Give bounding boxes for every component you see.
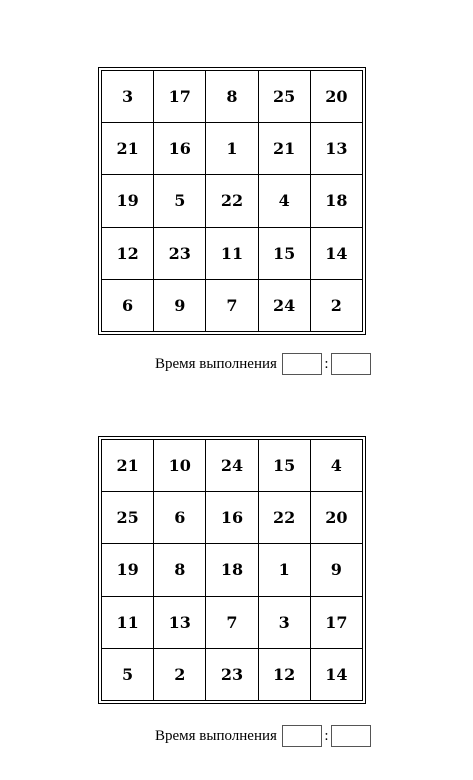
grid-cell: 14 (310, 227, 362, 279)
grid-cell: 22 (258, 492, 310, 544)
grid-cell: 24 (258, 279, 310, 331)
grid-cell: 19 (102, 544, 154, 596)
grid-row (102, 492, 363, 544)
grid-cell: 10 (154, 440, 206, 492)
grid-cell: 2 (154, 648, 206, 700)
grid-cell: 5 (154, 175, 206, 227)
grid-cell: 3 (102, 71, 154, 123)
schulte-table-2 (98, 436, 366, 704)
grid-cell: 2 (310, 279, 362, 331)
completion-time-label: Время выполнения (155, 727, 277, 744)
grid-row (102, 123, 363, 175)
grid-cell: 17 (310, 596, 362, 648)
grid-cell: 11 (206, 227, 258, 279)
grid-cell: 1 (258, 544, 310, 596)
number-grid (101, 439, 363, 701)
grid-cell: 7 (206, 596, 258, 648)
grid-cell: 1 (206, 123, 258, 175)
grid-cell: 8 (206, 71, 258, 123)
grid-cell: 25 (102, 492, 154, 544)
grid-cell: 12 (102, 227, 154, 279)
grid-cell: 5 (102, 648, 154, 700)
grid-cell: 7 (206, 279, 258, 331)
grid-row (102, 596, 363, 648)
grid-cell: 21 (102, 123, 154, 175)
grid-cell: 16 (206, 492, 258, 544)
grid-cell: 3 (258, 596, 310, 648)
grid-cell: 9 (154, 279, 206, 331)
grid-row (102, 227, 363, 279)
grid-cell: 18 (206, 544, 258, 596)
grid-cell: 22 (206, 175, 258, 227)
grid-cell: 19 (102, 175, 154, 227)
grid-cell: 23 (154, 227, 206, 279)
grid-cell: 13 (310, 123, 362, 175)
completion-time-row (155, 724, 371, 748)
number-grid (101, 70, 363, 332)
seconds-field[interactable] (331, 353, 371, 375)
completion-time-label: Время выполнения (155, 355, 277, 372)
grid-row (102, 440, 363, 492)
grid-cell: 4 (310, 440, 362, 492)
grid-cell: 12 (258, 648, 310, 700)
grid-row (102, 175, 363, 227)
grid-cell: 11 (102, 596, 154, 648)
grid-cell: 24 (206, 440, 258, 492)
grid-cell: 16 (154, 123, 206, 175)
time-separator: : (324, 727, 329, 744)
grid-cell: 21 (258, 123, 310, 175)
grid-cell: 20 (310, 71, 362, 123)
grid-cell: 13 (154, 596, 206, 648)
grid-cell: 9 (310, 544, 362, 596)
grid-row (102, 544, 363, 596)
minutes-field[interactable] (282, 725, 322, 747)
grid-cell: 25 (258, 71, 310, 123)
grid-cell: 20 (310, 492, 362, 544)
schulte-table-1 (98, 67, 366, 335)
grid-cell: 21 (102, 440, 154, 492)
grid-row (102, 279, 363, 331)
grid-cell: 6 (102, 279, 154, 331)
grid-cell: 18 (310, 175, 362, 227)
time-separator: : (324, 355, 329, 372)
grid-cell: 17 (154, 71, 206, 123)
grid-row (102, 648, 363, 700)
completion-time-row (155, 352, 371, 376)
grid-cell: 4 (258, 175, 310, 227)
grid-cell: 23 (206, 648, 258, 700)
grid-cell: 15 (258, 227, 310, 279)
minutes-field[interactable] (282, 353, 322, 375)
grid-cell: 15 (258, 440, 310, 492)
grid-row (102, 71, 363, 123)
grid-cell: 6 (154, 492, 206, 544)
seconds-field[interactable] (331, 725, 371, 747)
grid-cell: 14 (310, 648, 362, 700)
grid-cell: 8 (154, 544, 206, 596)
